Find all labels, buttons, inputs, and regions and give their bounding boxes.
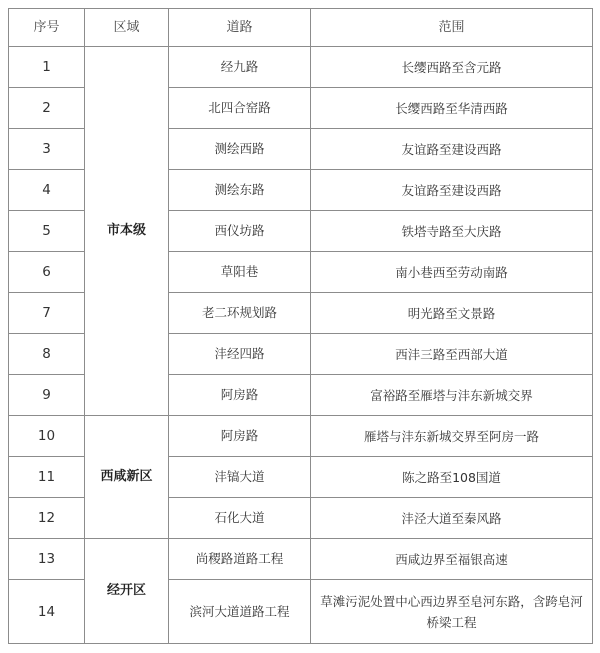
road-name: 石化大道: [169, 498, 311, 539]
road-range: 雁塔与沣东新城交界至阿房一路: [311, 416, 593, 457]
road-name: 草阳巷: [169, 252, 311, 293]
road-name: 尚稷路道路工程: [169, 539, 311, 580]
row-number: 7: [9, 293, 85, 334]
road-range: 明光路至文景路: [311, 293, 593, 334]
row-number: 2: [9, 88, 85, 129]
row-number: 10: [9, 416, 85, 457]
road-name: 测绘西路: [169, 129, 311, 170]
row-number: 6: [9, 252, 85, 293]
region-cell: 西咸新区: [85, 416, 169, 539]
header-road: 道路: [169, 9, 311, 47]
row-number: 11: [9, 457, 85, 498]
road-name: 测绘东路: [169, 170, 311, 211]
road-range: 富裕路至雁塔与沣东新城交界: [311, 375, 593, 416]
road-name: 沣镐大道: [169, 457, 311, 498]
road-range: 铁塔寺路至大庆路: [311, 211, 593, 252]
road-range: 友谊路至建设西路: [311, 129, 593, 170]
region-cell: 经开区: [85, 539, 169, 644]
road-range: 草滩污泥处置中心西边界至皂河东路，含跨皂河桥梁工程: [311, 580, 593, 644]
road-name: 西仪坊路: [169, 211, 311, 252]
header-range: 范围: [311, 9, 593, 47]
row-number: 8: [9, 334, 85, 375]
road-name: 滨河大道道路工程: [169, 580, 311, 644]
row-number: 13: [9, 539, 85, 580]
header-region: 区域: [85, 9, 169, 47]
road-table: [8, 8, 593, 644]
road-name: 阿房路: [169, 416, 311, 457]
road-range: 长缨西路至华清西路: [311, 88, 593, 129]
table-row: [9, 47, 593, 88]
header-row: [9, 9, 593, 47]
row-number: 4: [9, 170, 85, 211]
row-number: 12: [9, 498, 85, 539]
row-number: 9: [9, 375, 85, 416]
road-range: 西咸边界至福银高速: [311, 539, 593, 580]
row-number: 3: [9, 129, 85, 170]
road-range: 长缨西路至含元路: [311, 47, 593, 88]
road-name: 经九路: [169, 47, 311, 88]
header-number: 序号: [9, 9, 85, 47]
road-name: 沣经四路: [169, 334, 311, 375]
road-range: 陈之路至108国道: [311, 457, 593, 498]
row-number: 5: [9, 211, 85, 252]
road-range: 友谊路至建设西路: [311, 170, 593, 211]
row-number: 14: [9, 580, 85, 644]
table-row: [9, 539, 593, 580]
region-cell: 市本级: [85, 47, 169, 416]
road-name: 阿房路: [169, 375, 311, 416]
road-range: 西沣三路至西部大道: [311, 334, 593, 375]
road-range: 沣泾大道至秦风路: [311, 498, 593, 539]
road-name: 北四合窑路: [169, 88, 311, 129]
table-row: [9, 416, 593, 457]
road-name: 老二环规划路: [169, 293, 311, 334]
road-range: 南小巷西至劳动南路: [311, 252, 593, 293]
row-number: 1: [9, 47, 85, 88]
